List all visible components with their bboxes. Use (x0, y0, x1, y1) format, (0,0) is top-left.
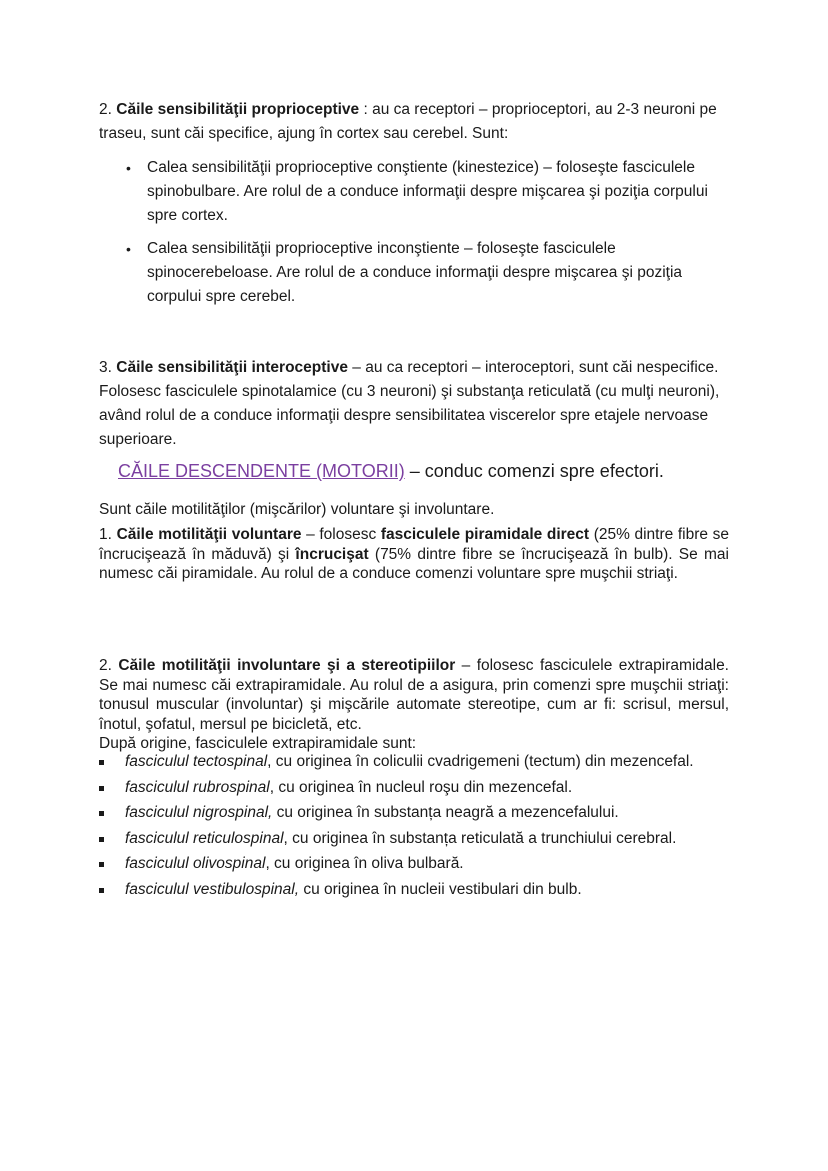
section-text: : au ca receptori – proprioceptori, au 2-3 neuroni pe traseu, sunt căi specifice, ajung în cortex sau cerebel. Sunt: (99, 101, 717, 142)
bullet-icon: • (126, 241, 131, 257)
descending-heading: CĂILE DESCENDENTE (MOTORII) – conduc comenzi spre efectori. (118, 461, 664, 481)
extrapyramidal-list (99, 752, 729, 899)
involuntary-paragraph (99, 656, 729, 754)
list-item: • Calea sensibilităţii proprioceptive inconştiente – foloseşte fasciculele spinocerebeloase. Are rolul de a conduce informaţii despre mişcarea şi poziţia corpului spre cerebel. (99, 237, 729, 309)
section-title: Căile sensibilităţii interoceptive (116, 359, 348, 376)
section-number: 1. (99, 526, 112, 543)
list-item: fasciculul olivospinal, cu originea în oliva bulbară. (99, 854, 729, 874)
section-title: Căile sensibilităţii proprioceptive (116, 101, 360, 118)
section-number: 3. (99, 359, 112, 376)
section-number: 2. (99, 657, 112, 674)
section-title: Căile motilităţii voluntare (116, 526, 302, 543)
bullet-icon: • (126, 160, 131, 176)
square-bullet-icon (99, 837, 104, 842)
intro-line: Sunt căile motilităţilor (mişcărilor) voluntare şi involuntare. (99, 501, 495, 518)
descending-link[interactable]: CĂILE DESCENDENTE (MOTORII) (118, 461, 405, 481)
interoceptive-paragraph (99, 356, 729, 452)
list-item: fasciculul nigrospinal, cu originea în substanța neagră a mezencefalului. (99, 803, 729, 823)
list-item: • Calea sensibilităţii proprioceptive conştiente (kinestezice) – foloseşte fasciculele spinobulbare. Are rolul de a conduce informaţii despre mişcarea şi poziţia corpului spre cortex. (99, 156, 729, 228)
square-bullet-icon (99, 888, 104, 893)
proprioceptive-list-2 (99, 237, 729, 309)
list-item: fasciculul reticulospinal, cu originea în substanța reticulată a trunchiului cerebral. (99, 829, 729, 849)
section-number: 2. (99, 101, 112, 118)
square-bullet-icon (99, 862, 104, 867)
proprioceptive-list (99, 156, 729, 228)
origin-intro: După origine, fasciculele extrapiramidale sunt: (99, 735, 417, 752)
list-item: fasciculul rubrospinal, cu originea în nucleul roşu din mezencefal. (99, 778, 729, 798)
list-item: fasciculul tectospinal, cu originea în coliculii cvadrigemeni (tectum) din mezencefal. (99, 752, 729, 772)
square-bullet-icon (99, 786, 104, 791)
list-item: fasciculul vestibulospinal, cu originea în nucleii vestibulari din bulb. (99, 880, 729, 900)
section-text: – au ca receptori – interoceptori, sunt căi nespecifice. Folosesc fasciculele spinotalamice (cu 3 neuroni) şi substanţa reticulată (cu mulţi neuroni), având rolul de a conduce informaţii despre sensibilitatea viscerelor spre etajele nervoase superioare. (99, 359, 720, 448)
square-bullet-icon (99, 760, 104, 765)
section-title: Căile motilităţii involuntare şi a stereotipiilor (118, 657, 456, 674)
voluntary-paragraph: 1. Căile motilităţii voluntare – folosesc fasciculele piramidale direct (25% dintre fibre se încrucişează în măduvă) şi încrucişat (75% dintre fibre se încrucişează în bulb). Se mai numesc căi piramidale. Au rolul de a conduce comenzi voluntare spre muşchii striaţi. (99, 526, 730, 582)
section-text: – folosesc fasciculele extrapiramidale. Se mai numesc căi extrapiramidale. Au rolul de a asigura, prin comenzi spre muşchii striaţi: tonusul muscular (involuntar) şi mişcările automate stereotipe, cum ar fi: scrisul, mersul, înotul, şofatul, mersul pe bicicletă, etc. (99, 657, 729, 733)
proprioceptive-paragraph (99, 98, 729, 146)
square-bullet-icon (99, 811, 104, 816)
